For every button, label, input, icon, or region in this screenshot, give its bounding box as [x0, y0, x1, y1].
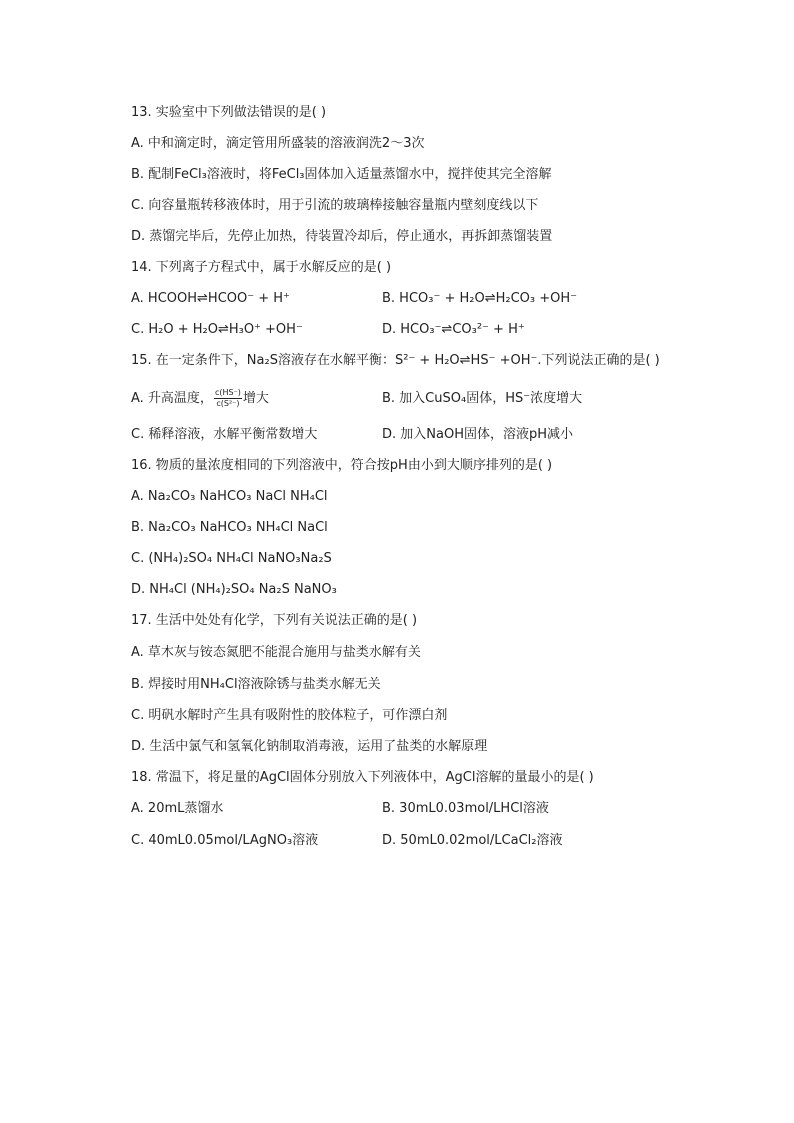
q15-stem: 15. 在一定条件下，Na₂S溶液存在水解平衡：S²⁻ + H₂O⇌HS⁻ +OH⁻.下列说法正确的是( )	[131, 353, 660, 368]
q16-option-a: A. Na₂CO₃ NaHCO₃ NaCl NH₄Cl	[131, 489, 328, 504]
q15-option-d: D. 加入NaOH固体，溶液pH减小	[382, 427, 574, 442]
q13-option-d: D. 蒸馏完毕后，先停止加热，待装置冷却后，停止通水，再拆卸蒸馏装置	[131, 229, 553, 244]
q13-option-a: A. 中和滴定时，滴定管用所盛装的溶液润洗2～3次	[131, 136, 425, 151]
q18-option-d: D. 50mL0.02mol/LCaCl₂溶液	[382, 833, 563, 848]
q15-option-a	[131, 388, 269, 409]
q18-stem: 18. 常温下，将足量的AgCl固体分别放入下列液体中，AgCl溶解的量最小的是( )	[131, 770, 594, 785]
q16-option-d: D. NH₄Cl (NH₄)₂SO₄ Na₂S NaNO₃	[131, 582, 337, 597]
q16-option-b: B. Na₂CO₃ NaHCO₃ NH₄Cl NaCl	[131, 520, 328, 535]
q18-option-b: B. 30mL0.03mol/LHCl溶液	[382, 801, 549, 816]
q16-option-c: C. (NH₄)₂SO₄ NH₄Cl NaNO₃Na₂S	[131, 551, 332, 566]
q15-option-a-prefix: A. 升高温度，	[131, 391, 213, 406]
q13-option-b: B. 配制FeCl₃溶液时，将FeCl₃固体加入适量蒸馏水中，搅拌使其完全溶解	[131, 167, 552, 182]
q15-option-c: C. 稀释溶液，水解平衡常数增大	[131, 427, 318, 442]
q18-option-a: A. 20mL蒸馏水	[131, 801, 224, 816]
q16-stem: 16. 物质的量浓度相同的下列溶液中，符合按pH由小到大顺序排列的是( )	[131, 458, 553, 473]
q17-option-b: B. 焊接时用NH₄Cl溶液除锈与盐类水解无关	[131, 677, 381, 692]
q17-stem: 17. 生活中处处有化学，下列有关说法正确的是( )	[131, 613, 418, 628]
q15-option-b: B. 加入CuSO₄固体，HS⁻浓度增大	[382, 391, 583, 406]
q14-option-a: A. HCOOH⇌HCOO⁻ + H⁺	[131, 291, 290, 306]
q13-option-c: C. 向容量瓶转移液体时，用于引流的玻璃棒接触容量瓶内壁刻度线以下	[131, 198, 539, 213]
q14-option-c: C. H₂O + H₂O⇌H₃O⁺ +OH⁻	[131, 322, 303, 337]
q17-option-c: C. 明矾水解时产生具有吸附性的胶体粒子，可作漂白剂	[131, 708, 448, 723]
q14-option-d: D. HCO₃⁻⇌CO₃²⁻ + H⁺	[382, 322, 525, 337]
fraction-numerator: c(HS⁻)	[214, 388, 241, 397]
q15-option-a-suffix: 增大	[242, 391, 269, 406]
concentration-ratio-fraction	[214, 388, 242, 409]
q17-option-a: A. 草木灰与铵态氮肥不能混合施用与盐类水解有关	[131, 645, 421, 660]
fraction-denominator: c(S²⁻)	[216, 399, 240, 408]
q18-option-c: C. 40mL0.05mol/LAgNO₃溶液	[131, 833, 319, 848]
q13-stem: 13. 实验室中下列做法错误的是( )	[131, 105, 327, 120]
q14-option-b: B. HCO₃⁻ + H₂O⇌H₂CO₃ +OH⁻	[382, 291, 578, 306]
q14-stem: 14. 下列离子方程式中，属于水解反应的是( )	[131, 260, 392, 275]
q17-option-d: D. 生活中氯气和氢氧化钠制取消毒液，运用了盐类的水解原理	[131, 739, 488, 754]
